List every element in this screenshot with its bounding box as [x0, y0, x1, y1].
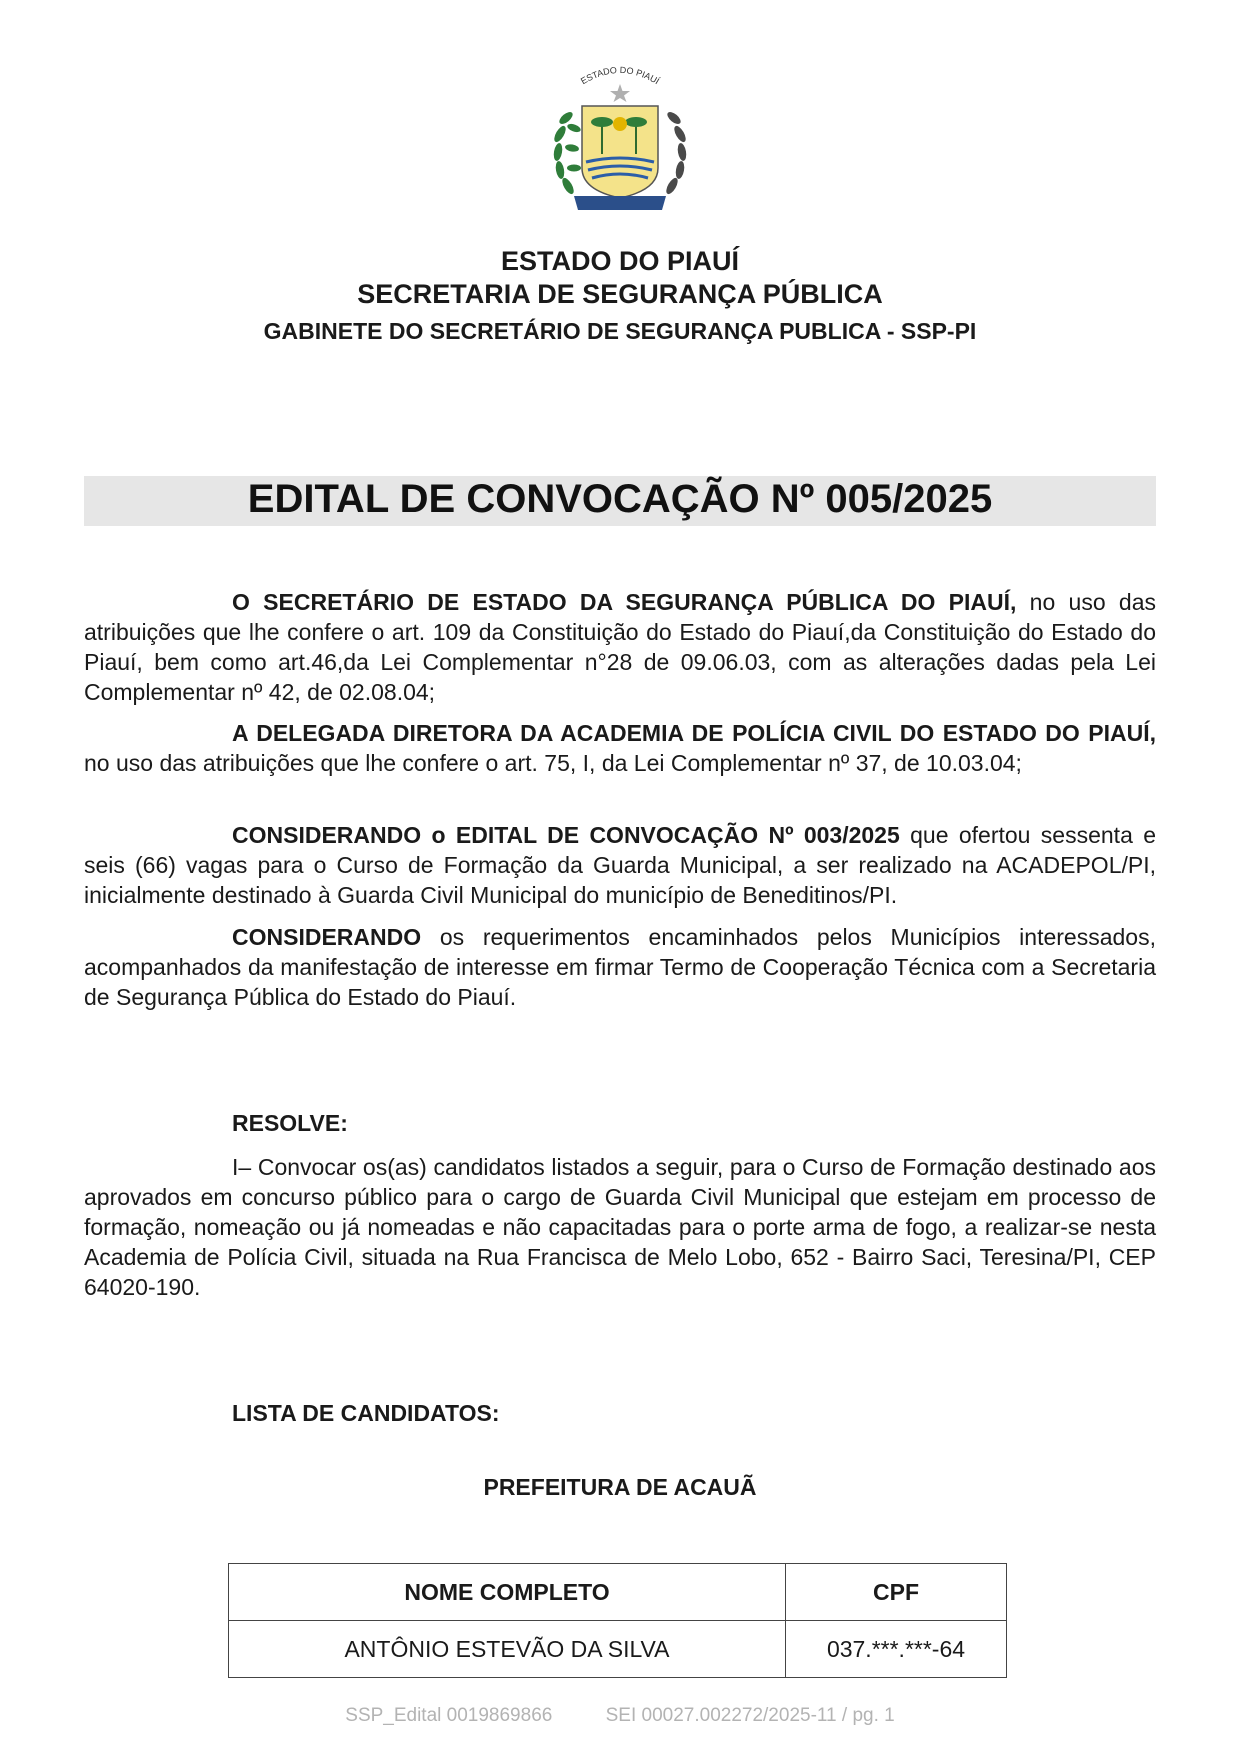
secretariat-heading: SECRETARIA DE SEGURANÇA PÚBLICA [357, 279, 883, 309]
document-title: EDITAL DE CONVOCAÇÃO Nº 005/2025 [247, 477, 993, 521]
paragraph-director-bold: A DELEGADA DIRETORA DA ACADEMIA DE POLÍCIA CIVIL DO ESTADO DO PIAUÍ, [232, 720, 1156, 746]
coat-of-arms-icon [530, 58, 710, 218]
candidate-list-heading: LISTA DE CANDIDATOS: [232, 1400, 500, 1426]
crest-arc-text: ESTADO DO PIAUÍ [579, 64, 662, 87]
paragraph-secretary-bold: O SECRETÁRIO DE ESTADO DA SEGURANÇA PÚBLICA DO PIAUÍ, [232, 589, 1017, 615]
column-header-name: NOME COMPLETO [229, 1564, 786, 1621]
paragraph-considering-requests [84, 922, 1156, 1012]
table-row [229, 1621, 1007, 1678]
resolve-heading: RESOLVE: [232, 1110, 348, 1136]
paragraph-considering-edital [84, 820, 1156, 910]
prefecture-heading: PREFEITURA DE ACAUÃ [483, 1474, 757, 1500]
paragraph-considering-edital-bold: CONSIDERANDO o EDITAL DE CONVOCAÇÃO Nº 003/2025 [232, 822, 900, 848]
svg-text:ESTADO DO PIAUÍ [579, 65, 661, 87]
state-name-heading: ESTADO DO PIAUÍ [500, 246, 740, 276]
page-footer [0, 1705, 1240, 1727]
paragraph-secretary-text: no uso das atribuições que lhe confere o art. 109 da Constituição do Estado do Piauí,da Constituição do Estado do Piauí, bem como art.46,da Lei Complementar n°28 de 09.06.03, com as alterações dadas pela Lei Complementar nº 42, de 02.08.04; [84, 589, 1156, 705]
footer-document-id: SSP_Edital 0019869866 [345, 1705, 553, 1726]
cabinet-heading: GABINETE DO SECRETÁRIO DE SEGURANÇA PUBLICA - SSP-PI [263, 318, 977, 344]
table-header-row [229, 1564, 1007, 1621]
paragraph-considering-requests-text: os requerimentos encaminhados pelos Municípios interessados, acompanhados da manifestação de interesse em firmar Termo de Cooperação Técnica com a Secretaria de Segurança Pública do Estado do Piauí. [84, 924, 1156, 1010]
column-header-cpf: CPF [786, 1564, 1007, 1621]
paragraph-director [84, 718, 1156, 778]
footer-process-number: SEI 00027.002272/2025-11 / pg. 1 [605, 1705, 895, 1726]
paragraph-considering-requests-bold: CONSIDERANDO [232, 924, 422, 950]
paragraph-convocation: I– Convocar os(as) candidatos listados a seguir, para o Curso de Formação destinado aos aprovados em concurso público para o cargo de Guarda Civil Municipal que estejam em processo de formação, nomeação ou já nomeadas e não capacitadas para o porte arma de fogo, a realizar-se nesta Academia de Polícia Civil, situada na Rua Francisca de Melo Lobo, 652 - Bairro Saci, Teresina/PI, CEP 64020-190. [84, 1154, 1156, 1300]
candidate-name-cell: ANTÔNIO ESTEVÃO DA SILVA [229, 1621, 786, 1678]
paragraph-considering-edital-text: que ofertou sessenta e seis (66) vagas para o Curso de Formação da Guarda Municipal, a ser realizado na ACADEPOL/PI, inicialmente destinado à Guarda Civil Municipal do município de Beneditinos/PI. [84, 822, 1156, 908]
candidates-table [228, 1563, 1007, 1678]
candidate-cpf-cell: 037.***.***-64 [786, 1621, 1007, 1678]
paragraph-secretary [84, 587, 1156, 707]
paragraph-director-text: no uso das atribuições que lhe confere o art. 75, I, da Lei Complementar nº 37, de 10.03.04; [84, 750, 1022, 776]
